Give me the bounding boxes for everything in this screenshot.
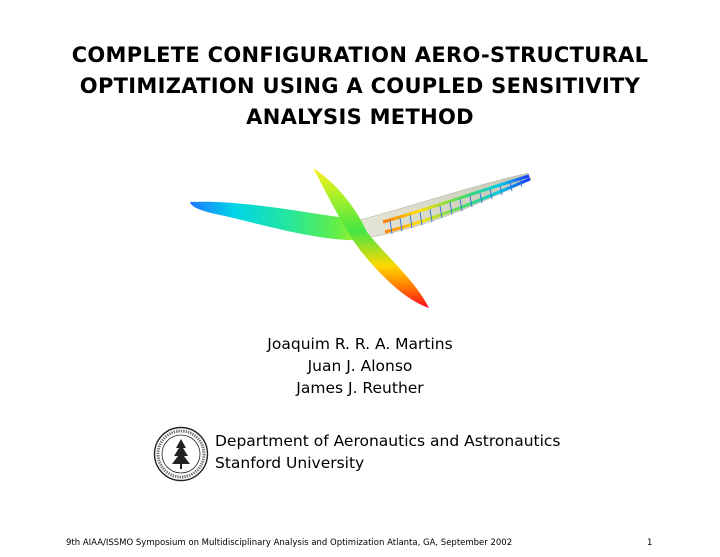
slide-title bbox=[40, 40, 680, 133]
title-line-2: OPTIMIZATION USING A COUPLED SENSITIVITY bbox=[79, 74, 641, 98]
page-number: 1 bbox=[647, 538, 653, 548]
footer-conference-text: 9th AIAA/ISSMO Symposium on Multidisciplinary Analysis and Optimization Atlanta, GA, September 2002 bbox=[66, 538, 513, 548]
author-alonso: Juan J. Alonso bbox=[307, 357, 413, 375]
author-martins: Joaquim R. R. A. Martins bbox=[267, 335, 453, 353]
title-line-3: ANALYSIS METHOD bbox=[246, 105, 474, 129]
stanford-seal-logo bbox=[153, 426, 209, 482]
author-list bbox=[160, 333, 560, 399]
author-reuther: James J. Reuther bbox=[296, 379, 424, 397]
university-name: Stanford University bbox=[215, 454, 365, 472]
affiliation-block bbox=[215, 430, 561, 474]
title-line-1: COMPLETE CONFIGURATION AERO-STRUCTURAL bbox=[71, 43, 649, 67]
department-name: Department of Aeronautics and Astronautics bbox=[215, 432, 561, 450]
aircraft-configuration-figure bbox=[185, 160, 535, 310]
